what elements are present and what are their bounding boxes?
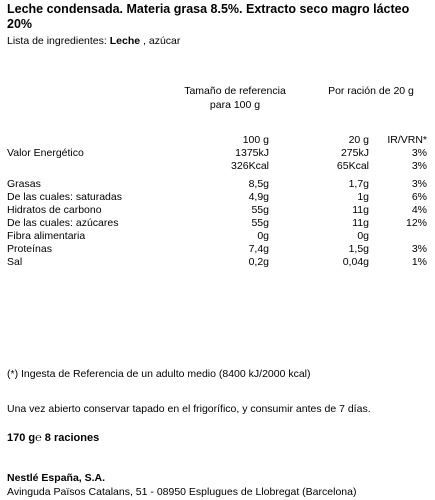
- table-cell: 7,4g: [248, 243, 269, 255]
- table-cell: 1,7g: [348, 178, 369, 190]
- table-cell: 11g: [352, 217, 369, 229]
- table-cell: 0,2g: [248, 256, 269, 268]
- product-title: Leche condensada. Materia grasa 8.5%. Extracto seco magro lácteo 20%: [7, 2, 410, 31]
- table-cell: 1g: [357, 191, 369, 203]
- table-cell: 1,5g: [348, 243, 369, 255]
- table-cell: 55g: [251, 204, 269, 216]
- table-cell: 3%: [411, 147, 427, 159]
- table-cell: Grasas: [7, 178, 41, 190]
- table-cell: 12%: [405, 217, 427, 229]
- ingredients-label: Lista de ingredientes:: [7, 35, 107, 47]
- table-cell: 100 g: [242, 134, 269, 146]
- table-units-row: [7, 134, 427, 147]
- table-cell: 3%: [411, 160, 427, 172]
- table-cell: 1%: [411, 256, 427, 268]
- ingredient-rest: , azúcar: [143, 35, 181, 47]
- table-cell: Valor Energético: [7, 147, 84, 159]
- table-row: [7, 243, 427, 256]
- table-cell: 6%: [411, 191, 427, 203]
- company-address: Avinguda Països Catalans, 51 - 08950 Esplugues de Llobregat (Barcelona): [7, 486, 357, 498]
- table-cell: 11g: [352, 204, 369, 216]
- table-cell: 1375kJ: [235, 147, 269, 159]
- ingredient-allergen: Leche: [109, 35, 141, 47]
- table-row: [7, 173, 427, 191]
- table-cell: Fibra alimentaria: [7, 230, 86, 242]
- portion-header: Por ración de 20 g: [328, 85, 414, 97]
- table-row: [7, 256, 427, 269]
- reference-size-header: [175, 84, 295, 112]
- company-name: Nestlé España, S.A.: [7, 472, 106, 484]
- net-weight-servings: 170 g℮ 8 raciones: [7, 432, 100, 444]
- table-cell: 55g: [251, 217, 269, 229]
- reference-size-line1: Tamaño de referencia: [184, 85, 286, 97]
- nutrition-table: [7, 134, 427, 269]
- storage-instructions: Una vez abierto conservar tapado en el frigorífico, y consumir antes de 7 días.: [7, 403, 371, 415]
- table-row: [7, 217, 427, 230]
- table-cell: 4,9g: [248, 191, 269, 203]
- table-cell: 3%: [411, 243, 427, 255]
- table-cell: [369, 230, 427, 243]
- table-cell: 326Kcal: [231, 160, 269, 172]
- table-row: [7, 147, 427, 160]
- table-cell: 4%: [411, 204, 427, 216]
- table-cell: 0g: [257, 230, 269, 242]
- table-cell: [7, 160, 157, 173]
- table-cell: Hidratos de carbono: [7, 204, 102, 216]
- table-cell: Proteínas: [7, 243, 52, 255]
- reference-intake-footnote: (*) Ingesta de Referencia de un adulto medio (8400 kJ/2000 kcal): [7, 368, 311, 380]
- table-cell: IR/VRN*: [387, 134, 427, 146]
- table-cell: 3%: [411, 178, 427, 190]
- table-cell: [7, 134, 157, 147]
- table-cell: 65Kcal: [336, 160, 369, 172]
- table-row: [7, 191, 427, 204]
- table-cell: Sal: [7, 256, 23, 268]
- table-cell: 0g: [357, 230, 369, 242]
- reference-size-line2: para 100 g: [209, 99, 261, 111]
- table-row: [7, 230, 427, 243]
- table-cell: 8,5g: [248, 178, 269, 190]
- table-cell: De las cuales: saturadas: [7, 191, 122, 203]
- table-row: [7, 160, 427, 173]
- table-row: [7, 204, 427, 217]
- table-cell: 20 g: [348, 134, 369, 146]
- table-cell: De las cuales: azúcares: [7, 217, 119, 229]
- ingredients-list: [7, 35, 180, 47]
- table-cell: 275kJ: [340, 147, 369, 159]
- table-cell: 0,04g: [342, 256, 369, 268]
